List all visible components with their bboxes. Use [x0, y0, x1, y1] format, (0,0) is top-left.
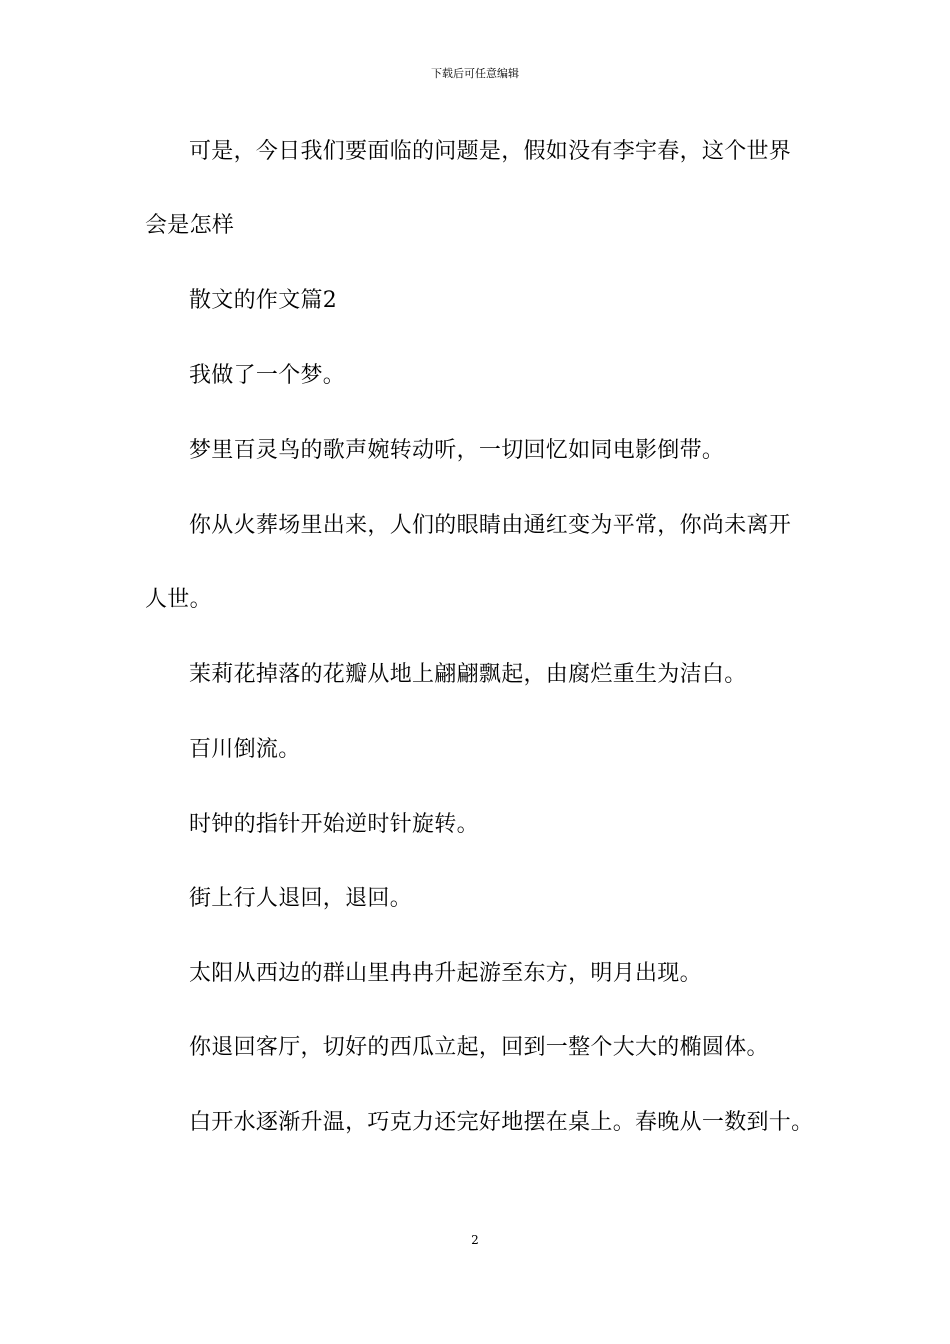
paragraph-6: 茉莉花掉落的花瓣从地上翩翩飘起，由腐烂重生为洁白。 [189, 662, 747, 687]
paragraph-5-line-2: 人世。 [145, 587, 212, 612]
paragraph-1-line-2: 会是怎样 [145, 213, 235, 238]
paragraph-9: 街上行人退回，退回。 [189, 886, 413, 911]
section-heading: 散文的作文篇2 [189, 288, 338, 313]
paragraph-4: 梦里百灵鸟的歌声婉转动听，一切回忆如同电影倒带。 [189, 438, 725, 463]
paragraph-1-line-1: 可是，今日我们要面临的问题是，假如没有李宇春，这个世界 [189, 139, 792, 164]
page-header: 下载后可任意编辑 [431, 67, 519, 80]
paragraph-3: 我做了一个梦。 [189, 363, 346, 388]
paragraph-10: 太阳从西边的群山里冉冉升起游至东方，明月出现。 [189, 961, 702, 986]
paragraph-8: 时钟的指针开始逆时针旋转。 [189, 812, 479, 837]
paragraph-11: 你退回客厅，切好的西瓜立起，回到一整个大大的椭圆体。 [189, 1035, 769, 1060]
paragraph-5-line-1: 你从火葬场里出来，人们的眼睛由通红变为平常，你尚未离开 [189, 513, 792, 538]
paragraph-12: 白开水逐渐升温，巧克力还完好地摆在桌上。春晚从一数到十。 [189, 1110, 814, 1135]
paragraph-7: 百川倒流。 [189, 737, 301, 762]
page-number: 2 [471, 1233, 479, 1247]
